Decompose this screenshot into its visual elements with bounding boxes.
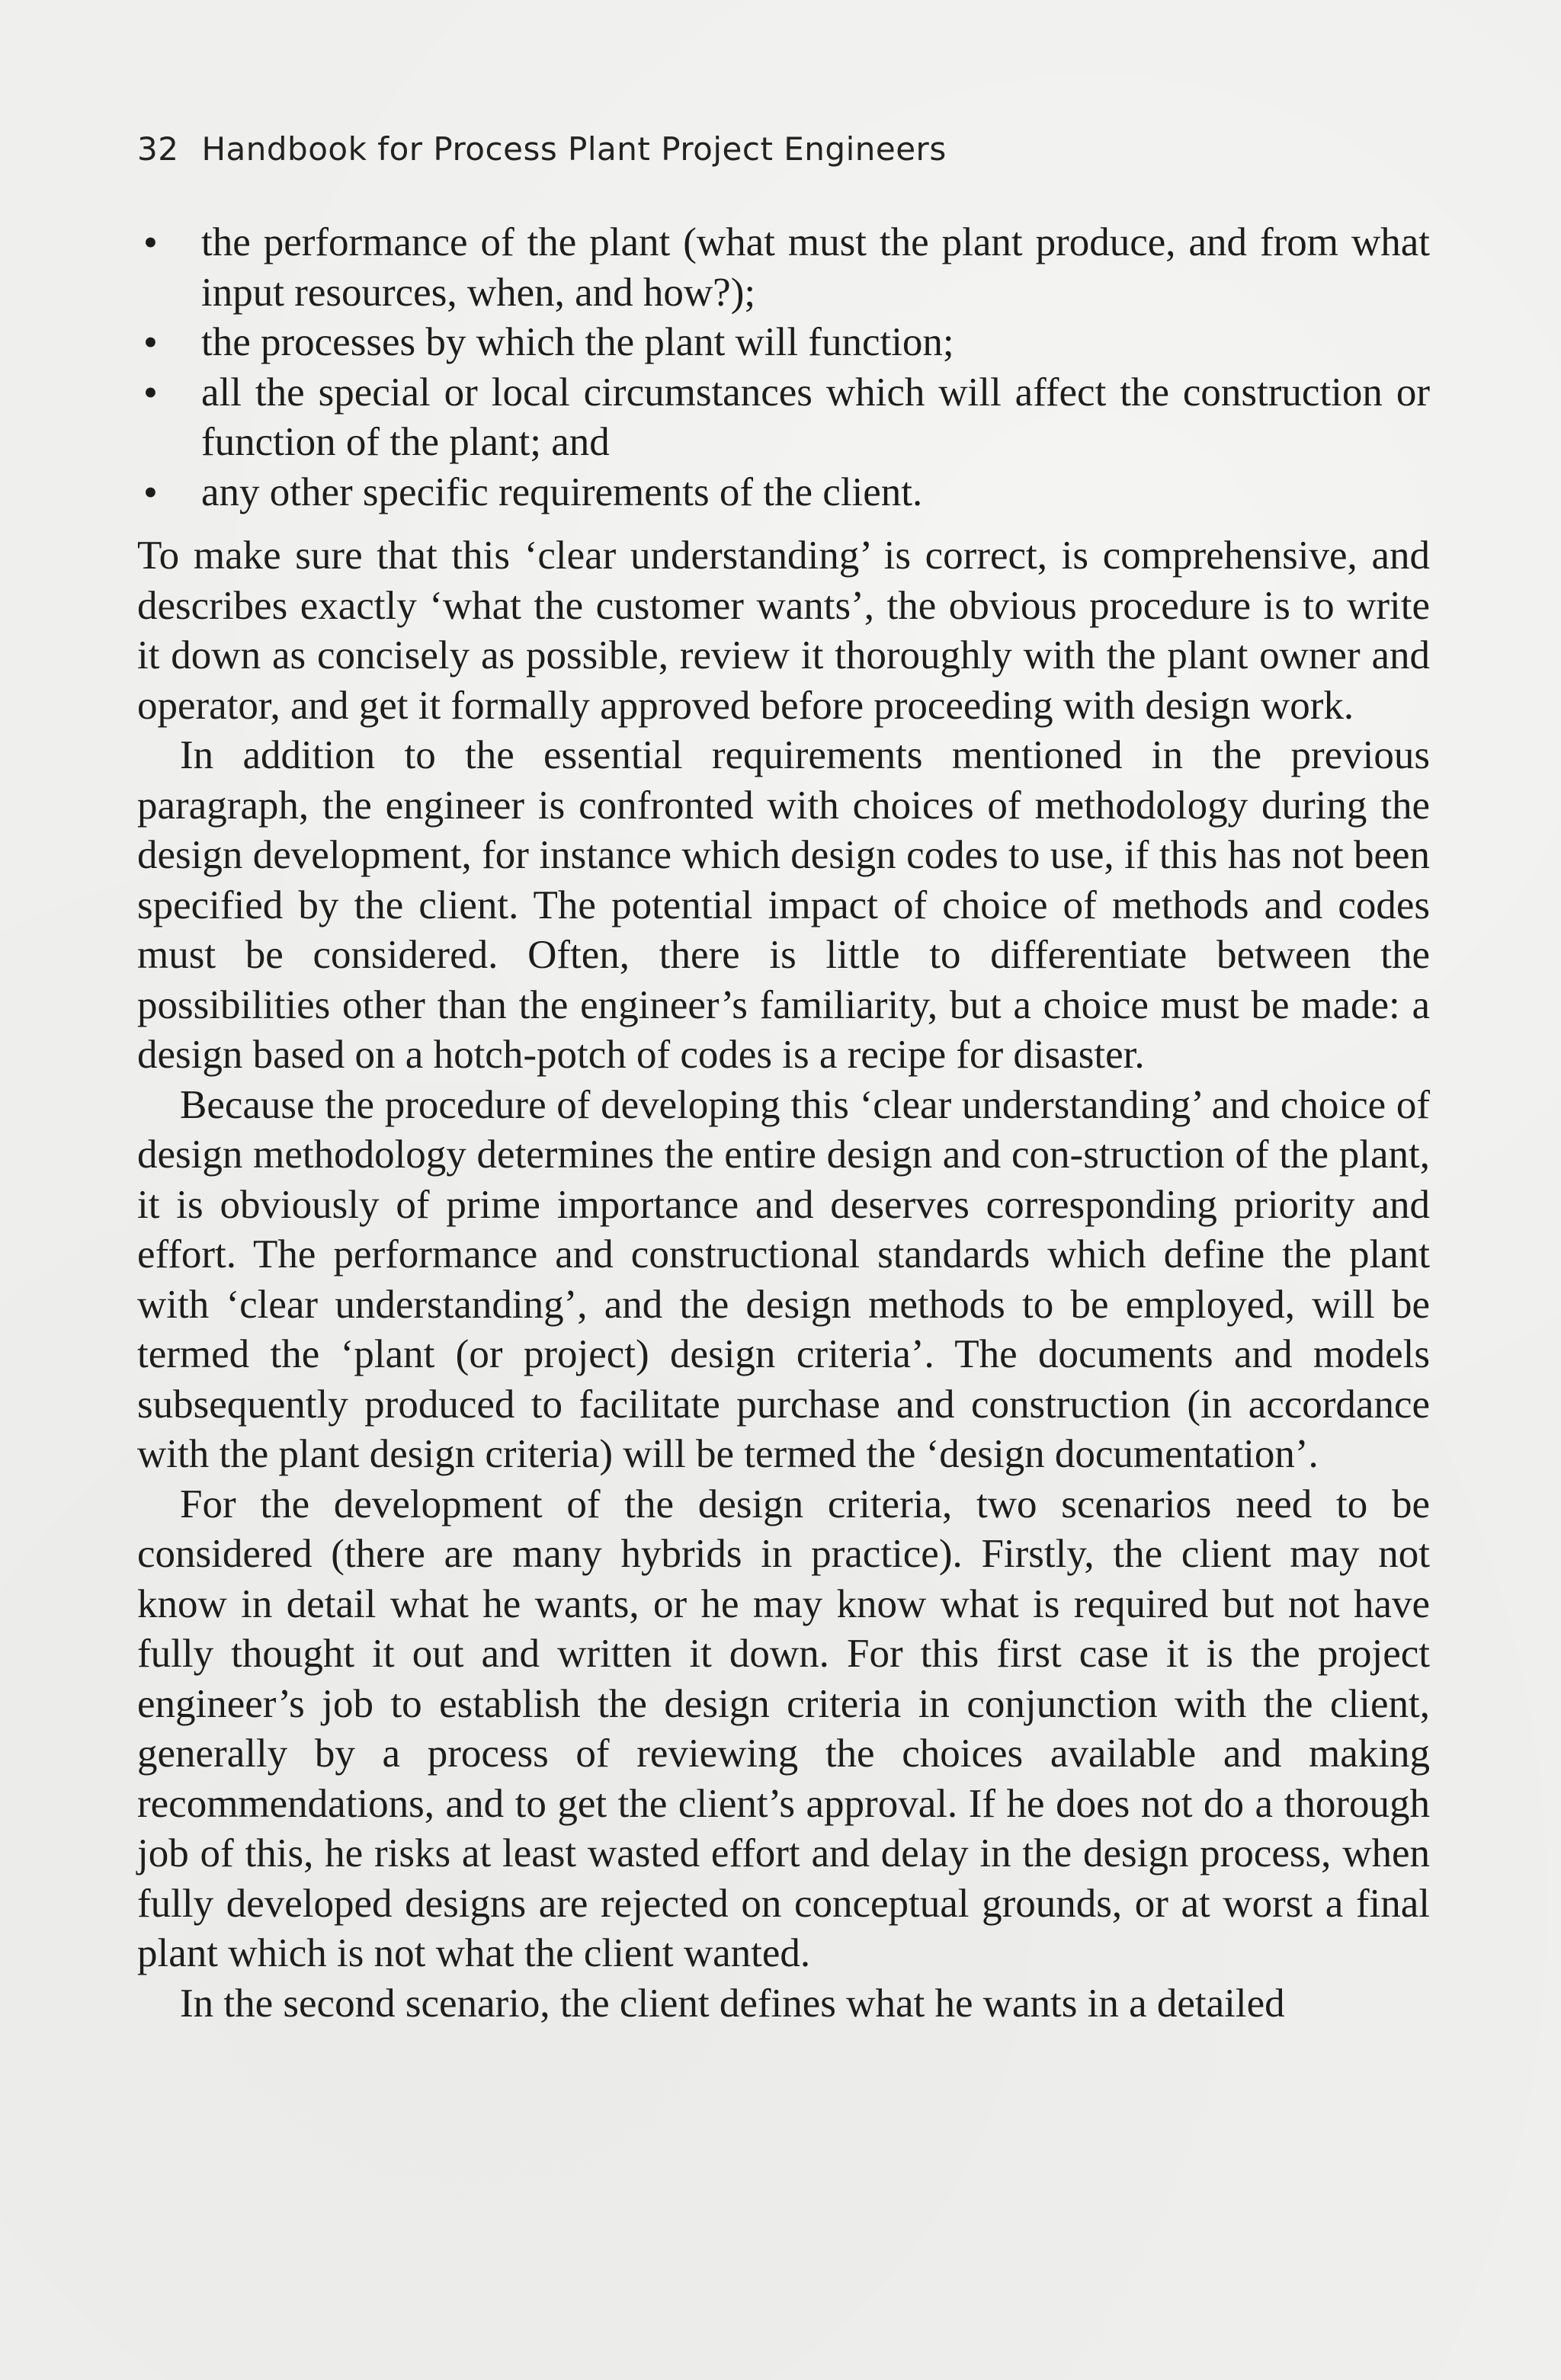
page-number: 32 <box>137 130 179 168</box>
list-item: • the performance of the plant (what must the plant produce, and from what input resources, when, and how?); <box>137 218 1430 318</box>
paragraph-design-criteria: Because the procedure of developing this ‘clear understanding’ and choice of design methodology determines the entire design and con-struction of the plant, it is obviously of prime importance and deserves corresponding priority and effort. The performance and constructional standards which define the plant with ‘clear understanding’, and the design methods to be employed, will be termed the ‘plant (or project) design criteria’. The documents and models subsequently produced to facilitate purchase and construction (in accordance with the plant design criteria) will be termed the ‘design documentation’. <box>137 1082 1430 1476</box>
paragraph-first-scenario: For the development of the design criteria, two scenarios need to be considered (there are many hybrids in practice). Firstly, the client may not know in detail what he wants, or he may know what is required but not have fully thought it out and written it down. For this first case it is the project engineer’s job to establish the design criteria in conjunction with the client, generally by a process of reviewing the choices available and making recommendations, and to get the client’s approval. If he does not do a thorough job of this, he risks at least wasted effort and delay in the design process, when fully developed designs are rejected on conceptual grounds, or at worst a final plant which is not what the client wanted. <box>137 1481 1430 1975</box>
list-item: • the processes by which the plant will function; <box>137 318 1430 368</box>
paragraph-second-scenario: In the second scenario, the client defines what he wants in a detailed <box>180 1981 1285 2026</box>
running-head <box>137 128 1433 171</box>
list-item: • any other specific requirements of the client. <box>137 468 1430 518</box>
paragraph-methodology: In addition to the essential requirements mentioned in the previous paragraph, the engineer is confronted with choices of methodology during the design development, for instance which design codes to use, if this has not been specified by the client. The potential impact of choice of methods and codes must be considered. Often, there is little to differentiate between the possibilities other than the engineer’s familiarity, but a choice must be made: a design based on a hotch-potch of codes is a recipe for disaster. <box>137 733 1430 1077</box>
list-item: • all the special or local circumstances which will affect the construction or function of the plant; and <box>137 368 1430 468</box>
page-content <box>137 218 1430 2029</box>
requirements-list <box>137 218 1430 517</box>
book-title: Handbook for Process Plant Project Engineers <box>201 130 947 168</box>
paragraph-clear-understanding: To make sure that this ‘clear understanding’ is correct, is comprehensive, and describes exactly ‘what the customer wants’, the obvious procedure is to write it down as concisely as possible, review it thoroughly with the plant owner and operator, and get it formally approved before proceeding with design work. <box>137 533 1430 728</box>
